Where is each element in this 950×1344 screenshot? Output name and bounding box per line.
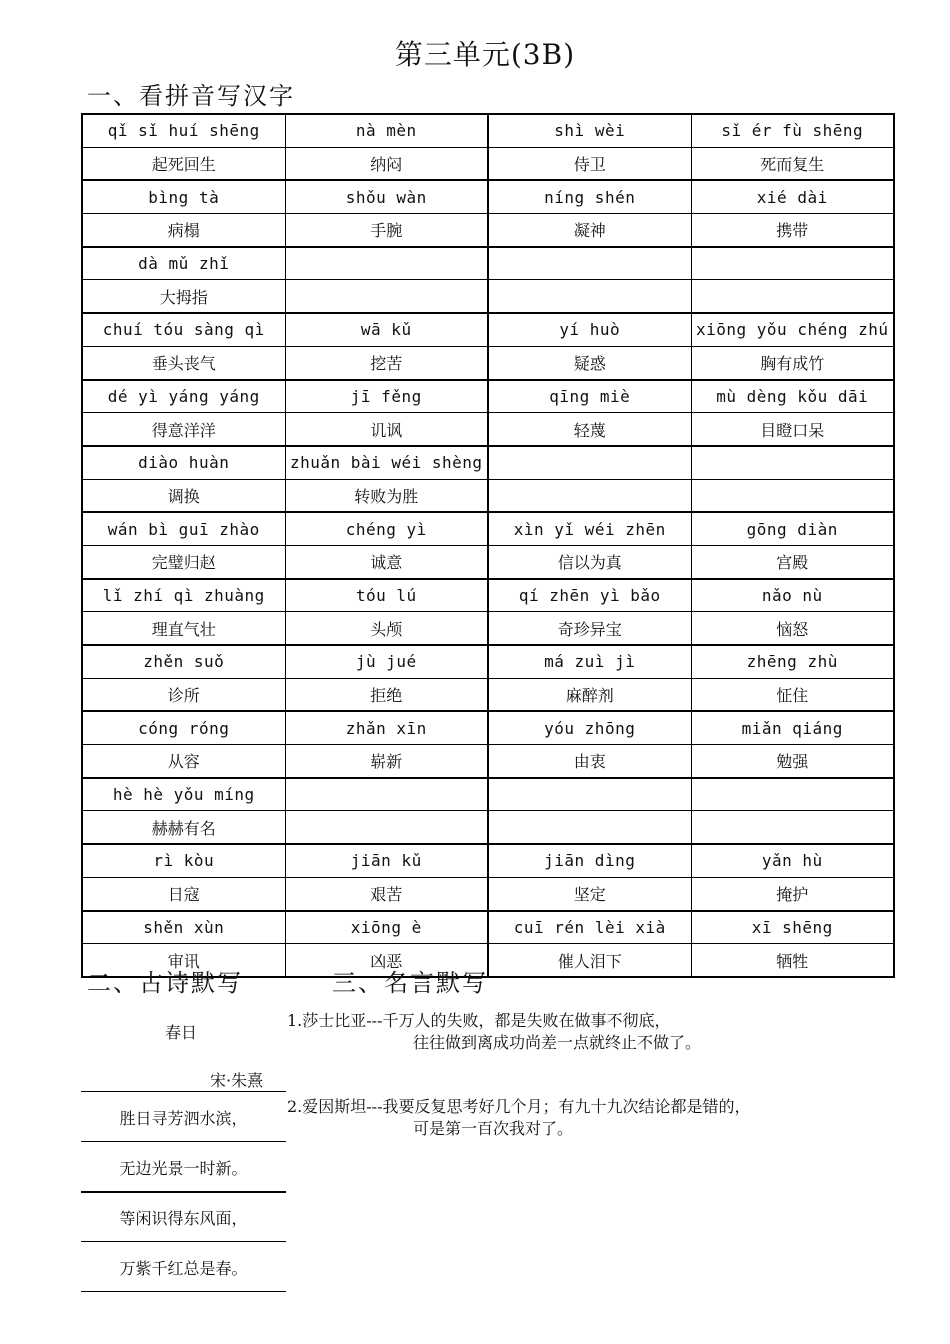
hanzi-cell: 疑惑 bbox=[488, 346, 691, 379]
poem-line: 等闲识得东风面， bbox=[81, 1192, 286, 1242]
pinyin-cell: nǎo nù bbox=[691, 579, 894, 612]
poem-line: 无边光景一时新。 bbox=[81, 1142, 286, 1193]
hanzi-cell: 怔住 bbox=[691, 678, 894, 711]
hanzi-cell: 手腕 bbox=[285, 214, 488, 247]
pinyin-cell: wā kǔ bbox=[285, 313, 488, 346]
hanzi-row bbox=[82, 280, 894, 313]
pinyin-cell bbox=[691, 778, 894, 811]
hanzi-cell: 审讯 bbox=[82, 944, 285, 977]
pinyin-cell: zhǎn xīn bbox=[285, 711, 488, 744]
hanzi-cell bbox=[488, 479, 691, 512]
hanzi-cell: 转败为胜 bbox=[285, 479, 488, 512]
hanzi-cell: 起死回生 bbox=[82, 147, 285, 180]
pinyin-cell: nà mèn bbox=[285, 114, 488, 147]
poem-author-underline bbox=[81, 1043, 286, 1092]
hanzi-cell: 催人泪下 bbox=[488, 944, 691, 977]
hanzi-row bbox=[82, 413, 894, 446]
pinyin-cell: wán bì guī zhào bbox=[82, 512, 285, 545]
pinyin-cell: má zuì jì bbox=[488, 645, 691, 678]
hanzi-cell: 奇珍异宝 bbox=[488, 612, 691, 645]
quote-line: 2.爱因斯坦---我要反复思考好几个月；有九十九次结论都是错的， bbox=[287, 1097, 751, 1116]
pinyin-row bbox=[82, 711, 894, 744]
hanzi-cell: 病榻 bbox=[82, 214, 285, 247]
hanzi-cell: 从容 bbox=[82, 745, 285, 778]
hanzi-cell bbox=[488, 811, 691, 844]
pinyin-cell: shěn xùn bbox=[82, 911, 285, 944]
hanzi-cell bbox=[285, 811, 488, 844]
pinyin-cell: bìng tà bbox=[82, 180, 285, 213]
hanzi-cell: 麻醉剂 bbox=[488, 678, 691, 711]
hanzi-cell: 侍卫 bbox=[488, 147, 691, 180]
pinyin-cell: xī shēng bbox=[691, 911, 894, 944]
hanzi-row bbox=[82, 877, 894, 910]
hanzi-cell: 凶恶 bbox=[285, 944, 488, 977]
pinyin-cell: miǎn qiáng bbox=[691, 711, 894, 744]
pinyin-cell: jù jué bbox=[285, 645, 488, 678]
pinyin-hanzi-table bbox=[81, 113, 895, 978]
pinyin-cell: níng shén bbox=[488, 180, 691, 213]
hanzi-cell: 完璧归赵 bbox=[82, 545, 285, 578]
pinyin-row bbox=[82, 579, 894, 612]
pinyin-cell: cuī rén lèi xià bbox=[488, 911, 691, 944]
pinyin-cell bbox=[285, 778, 488, 811]
hanzi-row bbox=[82, 678, 894, 711]
hanzi-cell: 垂头丧气 bbox=[82, 346, 285, 379]
pinyin-cell bbox=[488, 247, 691, 280]
pinyin-cell: qí zhēn yì bǎo bbox=[488, 579, 691, 612]
page-title: 第三单元(3B) bbox=[394, 38, 576, 71]
hanzi-cell: 得意洋洋 bbox=[82, 413, 285, 446]
pinyin-cell: diào huàn bbox=[82, 446, 285, 479]
pinyin-row bbox=[82, 512, 894, 545]
pinyin-cell: jī fěng bbox=[285, 380, 488, 413]
pinyin-cell: chuí tóu sàng qì bbox=[82, 313, 285, 346]
poem-line: 万紫千红总是春。 bbox=[81, 1242, 286, 1292]
pinyin-cell: hè hè yǒu míng bbox=[82, 778, 285, 811]
pinyin-cell bbox=[285, 247, 488, 280]
poem-line: 胜日寻芳泗水滨， bbox=[81, 1092, 286, 1142]
pinyin-cell: chéng yì bbox=[285, 512, 488, 545]
hanzi-cell bbox=[691, 479, 894, 512]
hanzi-cell: 目瞪口呆 bbox=[691, 413, 894, 446]
pinyin-row bbox=[82, 380, 894, 413]
hanzi-cell: 坚定 bbox=[488, 877, 691, 910]
hanzi-cell: 死而复生 bbox=[691, 147, 894, 180]
section-heading-pinyin: 一、看拼音写汉字 bbox=[87, 82, 295, 110]
pinyin-cell: cóng róng bbox=[82, 711, 285, 744]
pinyin-cell: qīng miè bbox=[488, 380, 691, 413]
poem-author: 宋·朱熹 bbox=[210, 1071, 264, 1090]
hanzi-cell: 凝神 bbox=[488, 214, 691, 247]
pinyin-row bbox=[82, 114, 894, 147]
hanzi-cell: 纳闷 bbox=[285, 147, 488, 180]
pinyin-cell: xìn yǐ wéi zhēn bbox=[488, 512, 691, 545]
hanzi-cell: 崭新 bbox=[285, 745, 488, 778]
pinyin-cell: rì kòu bbox=[82, 844, 285, 877]
section-heading-poem: 二、古诗默写 bbox=[87, 969, 243, 997]
hanzi-row bbox=[82, 346, 894, 379]
hanzi-row bbox=[82, 479, 894, 512]
hanzi-cell bbox=[691, 811, 894, 844]
pinyin-cell: shì wèi bbox=[488, 114, 691, 147]
pinyin-cell: jiān kǔ bbox=[285, 844, 488, 877]
hanzi-cell: 艰苦 bbox=[285, 877, 488, 910]
pinyin-row bbox=[82, 844, 894, 877]
pinyin-cell: tóu lú bbox=[285, 579, 488, 612]
pinyin-cell bbox=[488, 778, 691, 811]
hanzi-cell: 调换 bbox=[82, 479, 285, 512]
hanzi-row bbox=[82, 745, 894, 778]
hanzi-cell: 恼怒 bbox=[691, 612, 894, 645]
pinyin-cell: lǐ zhí qì zhuàng bbox=[82, 579, 285, 612]
pinyin-cell: shǒu wàn bbox=[285, 180, 488, 213]
hanzi-cell: 胸有成竹 bbox=[691, 346, 894, 379]
pinyin-row bbox=[82, 911, 894, 944]
pinyin-row bbox=[82, 645, 894, 678]
quote-line: 1.莎士比亚---千万人的失败，都是失败在做事不彻底， bbox=[287, 1011, 671, 1030]
hanzi-cell: 携带 bbox=[691, 214, 894, 247]
hanzi-cell: 大拇指 bbox=[82, 280, 285, 313]
pinyin-cell bbox=[488, 446, 691, 479]
hanzi-cell: 挖苦 bbox=[285, 346, 488, 379]
pinyin-cell: dé yì yáng yáng bbox=[82, 380, 285, 413]
section-heading-quotes: 三、名言默写 bbox=[332, 969, 488, 997]
hanzi-cell: 日寇 bbox=[82, 877, 285, 910]
poem-title: 春日 bbox=[165, 1023, 198, 1042]
pinyin-cell: sǐ ér fù shēng bbox=[691, 114, 894, 147]
pinyin-row bbox=[82, 313, 894, 346]
hanzi-row bbox=[82, 545, 894, 578]
hanzi-cell: 赫赫有名 bbox=[82, 811, 285, 844]
pinyin-cell: jiān dìng bbox=[488, 844, 691, 877]
pinyin-cell: qǐ sǐ huí shēng bbox=[82, 114, 285, 147]
hanzi-row bbox=[82, 811, 894, 844]
hanzi-cell bbox=[488, 280, 691, 313]
hanzi-row bbox=[82, 612, 894, 645]
hanzi-cell: 掩护 bbox=[691, 877, 894, 910]
hanzi-row bbox=[82, 214, 894, 247]
pinyin-cell: xié dài bbox=[691, 180, 894, 213]
hanzi-cell: 讥讽 bbox=[285, 413, 488, 446]
pinyin-cell: zhuǎn bài wéi shèng bbox=[285, 446, 488, 479]
pinyin-cell bbox=[691, 247, 894, 280]
pinyin-cell: zhēng zhù bbox=[691, 645, 894, 678]
quote-line: 可是第一百次我对了。 bbox=[413, 1119, 574, 1138]
hanzi-cell: 勉强 bbox=[691, 745, 894, 778]
hanzi-cell bbox=[691, 280, 894, 313]
pinyin-cell: gōng diàn bbox=[691, 512, 894, 545]
pinyin-cell: dà mǔ zhǐ bbox=[82, 247, 285, 280]
hanzi-cell: 诚意 bbox=[285, 545, 488, 578]
hanzi-cell: 牺牲 bbox=[691, 944, 894, 977]
hanzi-cell: 宫殿 bbox=[691, 545, 894, 578]
pinyin-cell: xiōng è bbox=[285, 911, 488, 944]
hanzi-cell: 理直气壮 bbox=[82, 612, 285, 645]
pinyin-cell: mù dèng kǒu dāi bbox=[691, 380, 894, 413]
pinyin-row bbox=[82, 180, 894, 213]
quote-item bbox=[287, 1010, 701, 1054]
pinyin-row bbox=[82, 778, 894, 811]
pinyin-row bbox=[82, 446, 894, 479]
hanzi-cell: 由衷 bbox=[488, 745, 691, 778]
hanzi-cell bbox=[285, 280, 488, 313]
pinyin-cell bbox=[691, 446, 894, 479]
pinyin-cell: zhěn suǒ bbox=[82, 645, 285, 678]
hanzi-cell: 信以为真 bbox=[488, 545, 691, 578]
pinyin-cell: yóu zhōng bbox=[488, 711, 691, 744]
pinyin-row bbox=[82, 247, 894, 280]
hanzi-row bbox=[82, 147, 894, 180]
hanzi-cell: 轻蔑 bbox=[488, 413, 691, 446]
hanzi-cell: 头颅 bbox=[285, 612, 488, 645]
pinyin-cell: xiōng yǒu chéng zhú bbox=[691, 313, 894, 346]
pinyin-cell: yí huò bbox=[488, 313, 691, 346]
hanzi-cell: 诊所 bbox=[82, 678, 285, 711]
pinyin-cell: yǎn hù bbox=[691, 844, 894, 877]
quote-line: 往往做到离成功尚差一点就终止不做了。 bbox=[413, 1033, 702, 1052]
quote-item bbox=[287, 1096, 751, 1140]
hanzi-cell: 拒绝 bbox=[285, 678, 488, 711]
